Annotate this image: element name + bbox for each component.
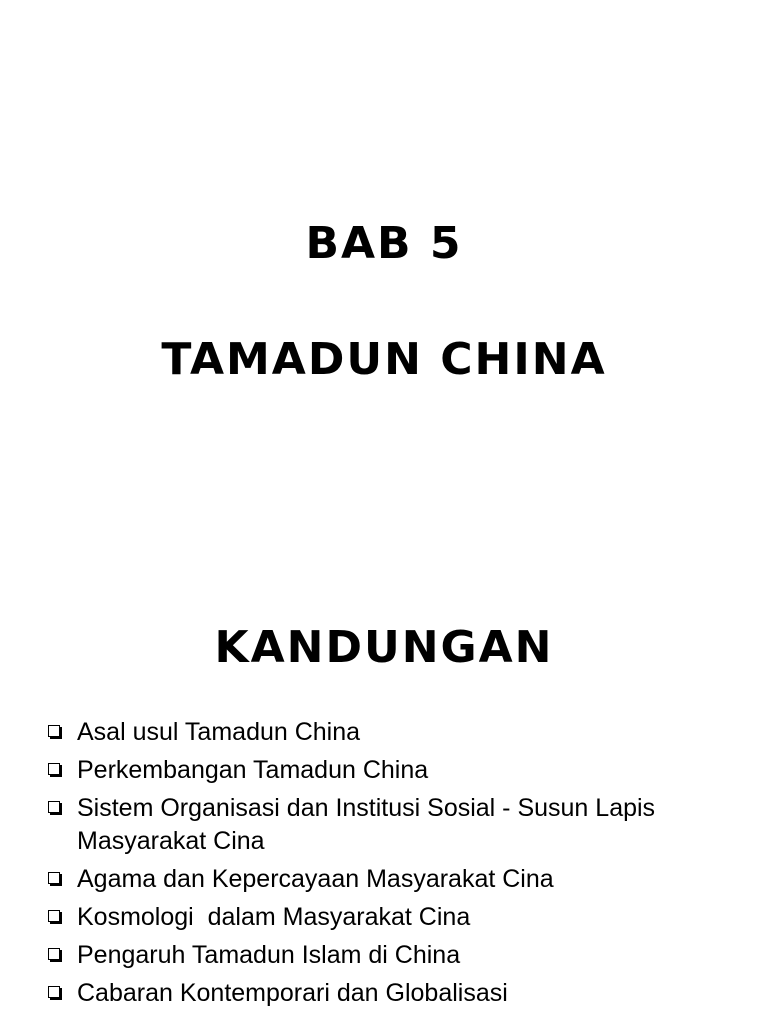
list-item <box>48 977 748 1010</box>
checkbox-bullet-icon <box>48 910 60 922</box>
chapter-number: BAB 5 <box>305 218 463 269</box>
checkbox-bullet-icon <box>48 763 60 775</box>
list-item-text: Cabaran Kontemporari dan Globalisasi <box>77 979 508 1007</box>
list-item-text: Perkembangan Tamadun China <box>77 756 429 784</box>
list-item-text: Kosmologi dalam Masyarakat Cina <box>77 903 471 931</box>
list-item-text: Agama dan Kepercayaan Masyarakat Cina <box>77 865 554 893</box>
list-item <box>48 901 748 934</box>
list-item-text: Asal usul Tamadun China <box>77 718 361 746</box>
chapter-title: TAMADUN CHINA <box>161 334 607 385</box>
checkbox-bullet-icon <box>48 801 60 813</box>
checkbox-bullet-icon <box>48 725 60 737</box>
list-item <box>48 754 748 787</box>
contents-heading: KANDUNGAN <box>214 622 554 673</box>
list-item <box>48 863 748 896</box>
list-item <box>48 939 748 972</box>
checkbox-bullet-icon <box>48 948 60 960</box>
list-item-text: Pengaruh Tamadun Islam di China <box>77 941 461 969</box>
checkbox-bullet-icon <box>48 986 60 998</box>
list-item-text: Sistem Organisasi dan Institusi Sosial - Susun Lapis Masyarakat Cina <box>77 794 656 855</box>
list-item <box>48 716 748 749</box>
checkbox-bullet-icon <box>48 872 60 884</box>
contents-list <box>48 716 748 1015</box>
list-item <box>48 792 748 858</box>
